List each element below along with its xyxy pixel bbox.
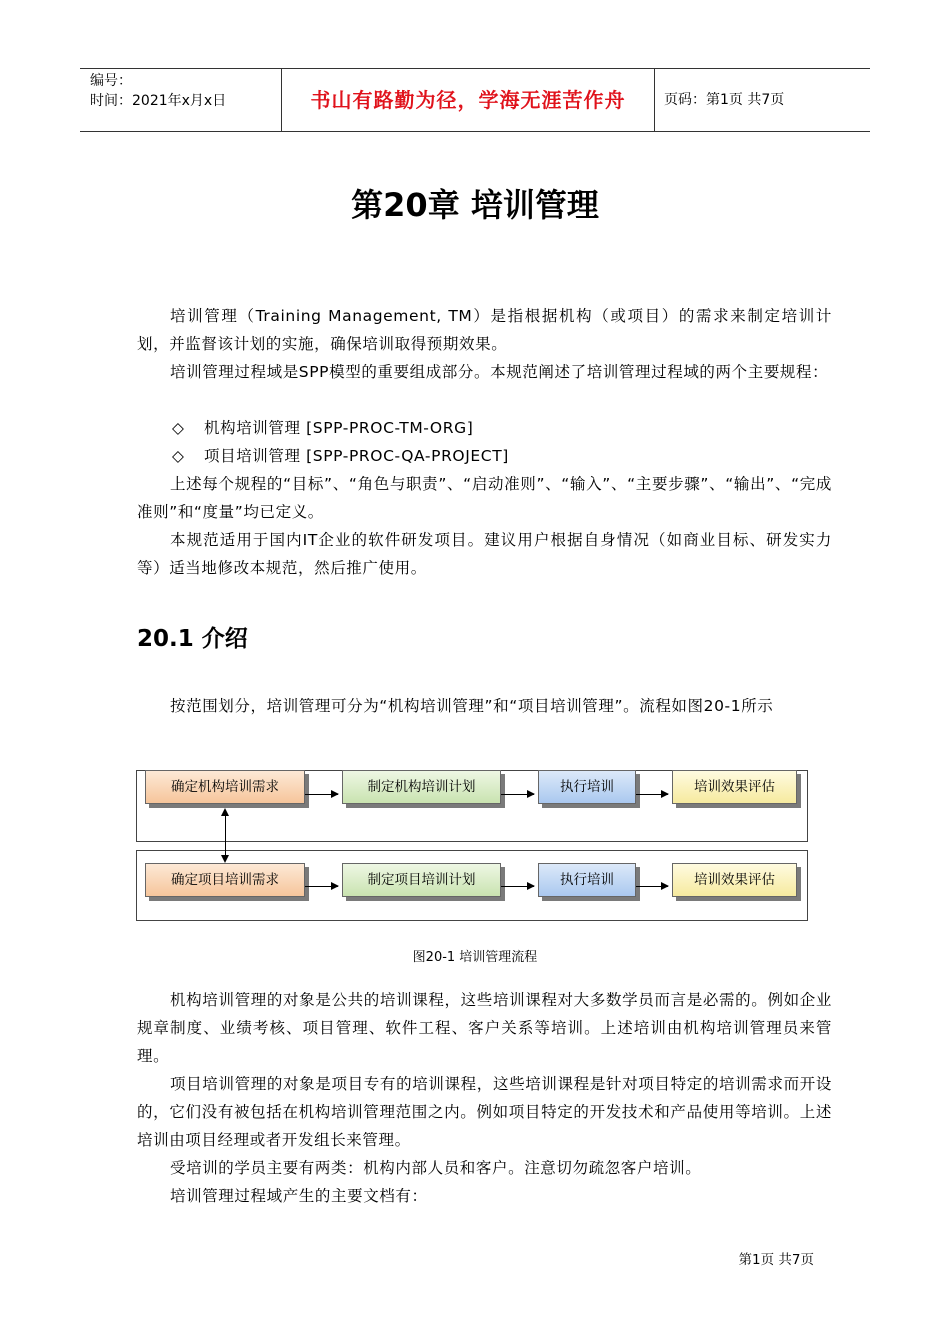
header-motto: 书山有路勤为径，学海无涯苦作舟 <box>310 88 626 112</box>
bullet-text: 机构培训管理 [SPP-PROC-TM-ORG] <box>204 419 474 437</box>
project-flow-step: 制定项目培训计划 <box>342 863 501 897</box>
figure-caption: 图20-1 培训管理流程 <box>412 950 538 965</box>
time-label: 时间：2021年x月x日 <box>90 93 227 109</box>
project-flow-step: 确定项目培训需求 <box>145 863 305 897</box>
org-flow-step: 执行培训 <box>538 770 636 804</box>
intro-paragraph-4: 本规范适用于国内IT企业的软件研发项目。建议用户根据自身情况（如商业目标、研发实力等）适当地修改本规范，然后推广使用。 <box>137 531 832 577</box>
flow-arrow <box>501 794 534 795</box>
arrow-up-icon <box>221 808 229 816</box>
bullet-item <box>172 414 473 442</box>
body-paragraph-1: 机构培训管理的对象是公共的培训课程，这些培训课程对大多数学员而言是必需的。例如企业规章制度、业绩考核、项目管理、软件工程、客户关系等培训。上述培训由机构培训管理员来管理。 <box>137 991 832 1065</box>
header-divider <box>654 69 655 131</box>
flow-arrow <box>305 886 338 887</box>
bidirectional-connector <box>225 812 226 860</box>
intro-paragraph-1: 培训管理（Training Management, TM）是指根据机构（或项目）的需求来制定培训计划，并监督该计划的实施，确保培训取得预期效果。 <box>137 307 832 353</box>
document-header <box>80 68 870 132</box>
intro-paragraph-3: 上述每个规程的“目标”、“角色与职责”、“启动准则”、“输入”、“主要步骤”、“输出”、“完成准则”和“度量”均已定义。 <box>137 475 832 521</box>
page-footer: 第1页 共7页 <box>738 1252 814 1268</box>
body-paragraph-2: 项目培训管理的对象是项目专有的培训课程，这些培训课程是针对项目特定的培训需求而开设的，它们没有被包括在机构培训管理范围之内。例如项目特定的开发技术和产品使用等培训。上述培训由项目经理或者开发组长来管理。 <box>137 1075 832 1149</box>
org-flow-step: 制定机构培训计划 <box>342 770 501 804</box>
flow-arrow <box>501 886 534 887</box>
body-paragraph-4: 培训管理过程域产生的主要文档有： <box>170 1187 428 1205</box>
body-paragraph-3: 受培训的学员主要有两类：机构内部人员和客户。注意切勿疏忽客户培训。 <box>170 1159 702 1177</box>
org-flow-step: 培训效果评估 <box>672 770 797 804</box>
intro-paragraph-2: 培训管理过程域是SPP模型的重要组成部分。本规范阐述了培训管理过程域的两个主要规程： <box>170 363 829 381</box>
chapter-title: 第20章 培训管理 <box>351 186 599 224</box>
bullet-text: 项目培训管理 [SPP-PROC-QA-PROJECT] <box>204 447 509 465</box>
header-page-info: 页码：第1页 共7页 <box>664 92 785 108</box>
section-paragraph: 按范围划分，培训管理可分为“机构培训管理”和“项目培训管理”。流程如图20-1所示 <box>170 697 774 715</box>
number-label: 编号： <box>90 73 132 89</box>
bullet-item <box>172 442 509 470</box>
flow-arrow <box>305 794 338 795</box>
diamond-bullet-icon: ◇ <box>172 447 185 465</box>
project-flow-step: 培训效果评估 <box>672 863 797 897</box>
flow-arrow <box>636 794 668 795</box>
org-flow-step: 确定机构培训需求 <box>145 770 305 804</box>
diamond-bullet-icon: ◇ <box>172 419 185 437</box>
header-left <box>90 71 226 111</box>
project-flow-step: 执行培训 <box>538 863 636 897</box>
arrow-down-icon <box>221 855 229 863</box>
flow-arrow <box>636 886 668 887</box>
section-heading: 20.1 介绍 <box>137 626 248 652</box>
